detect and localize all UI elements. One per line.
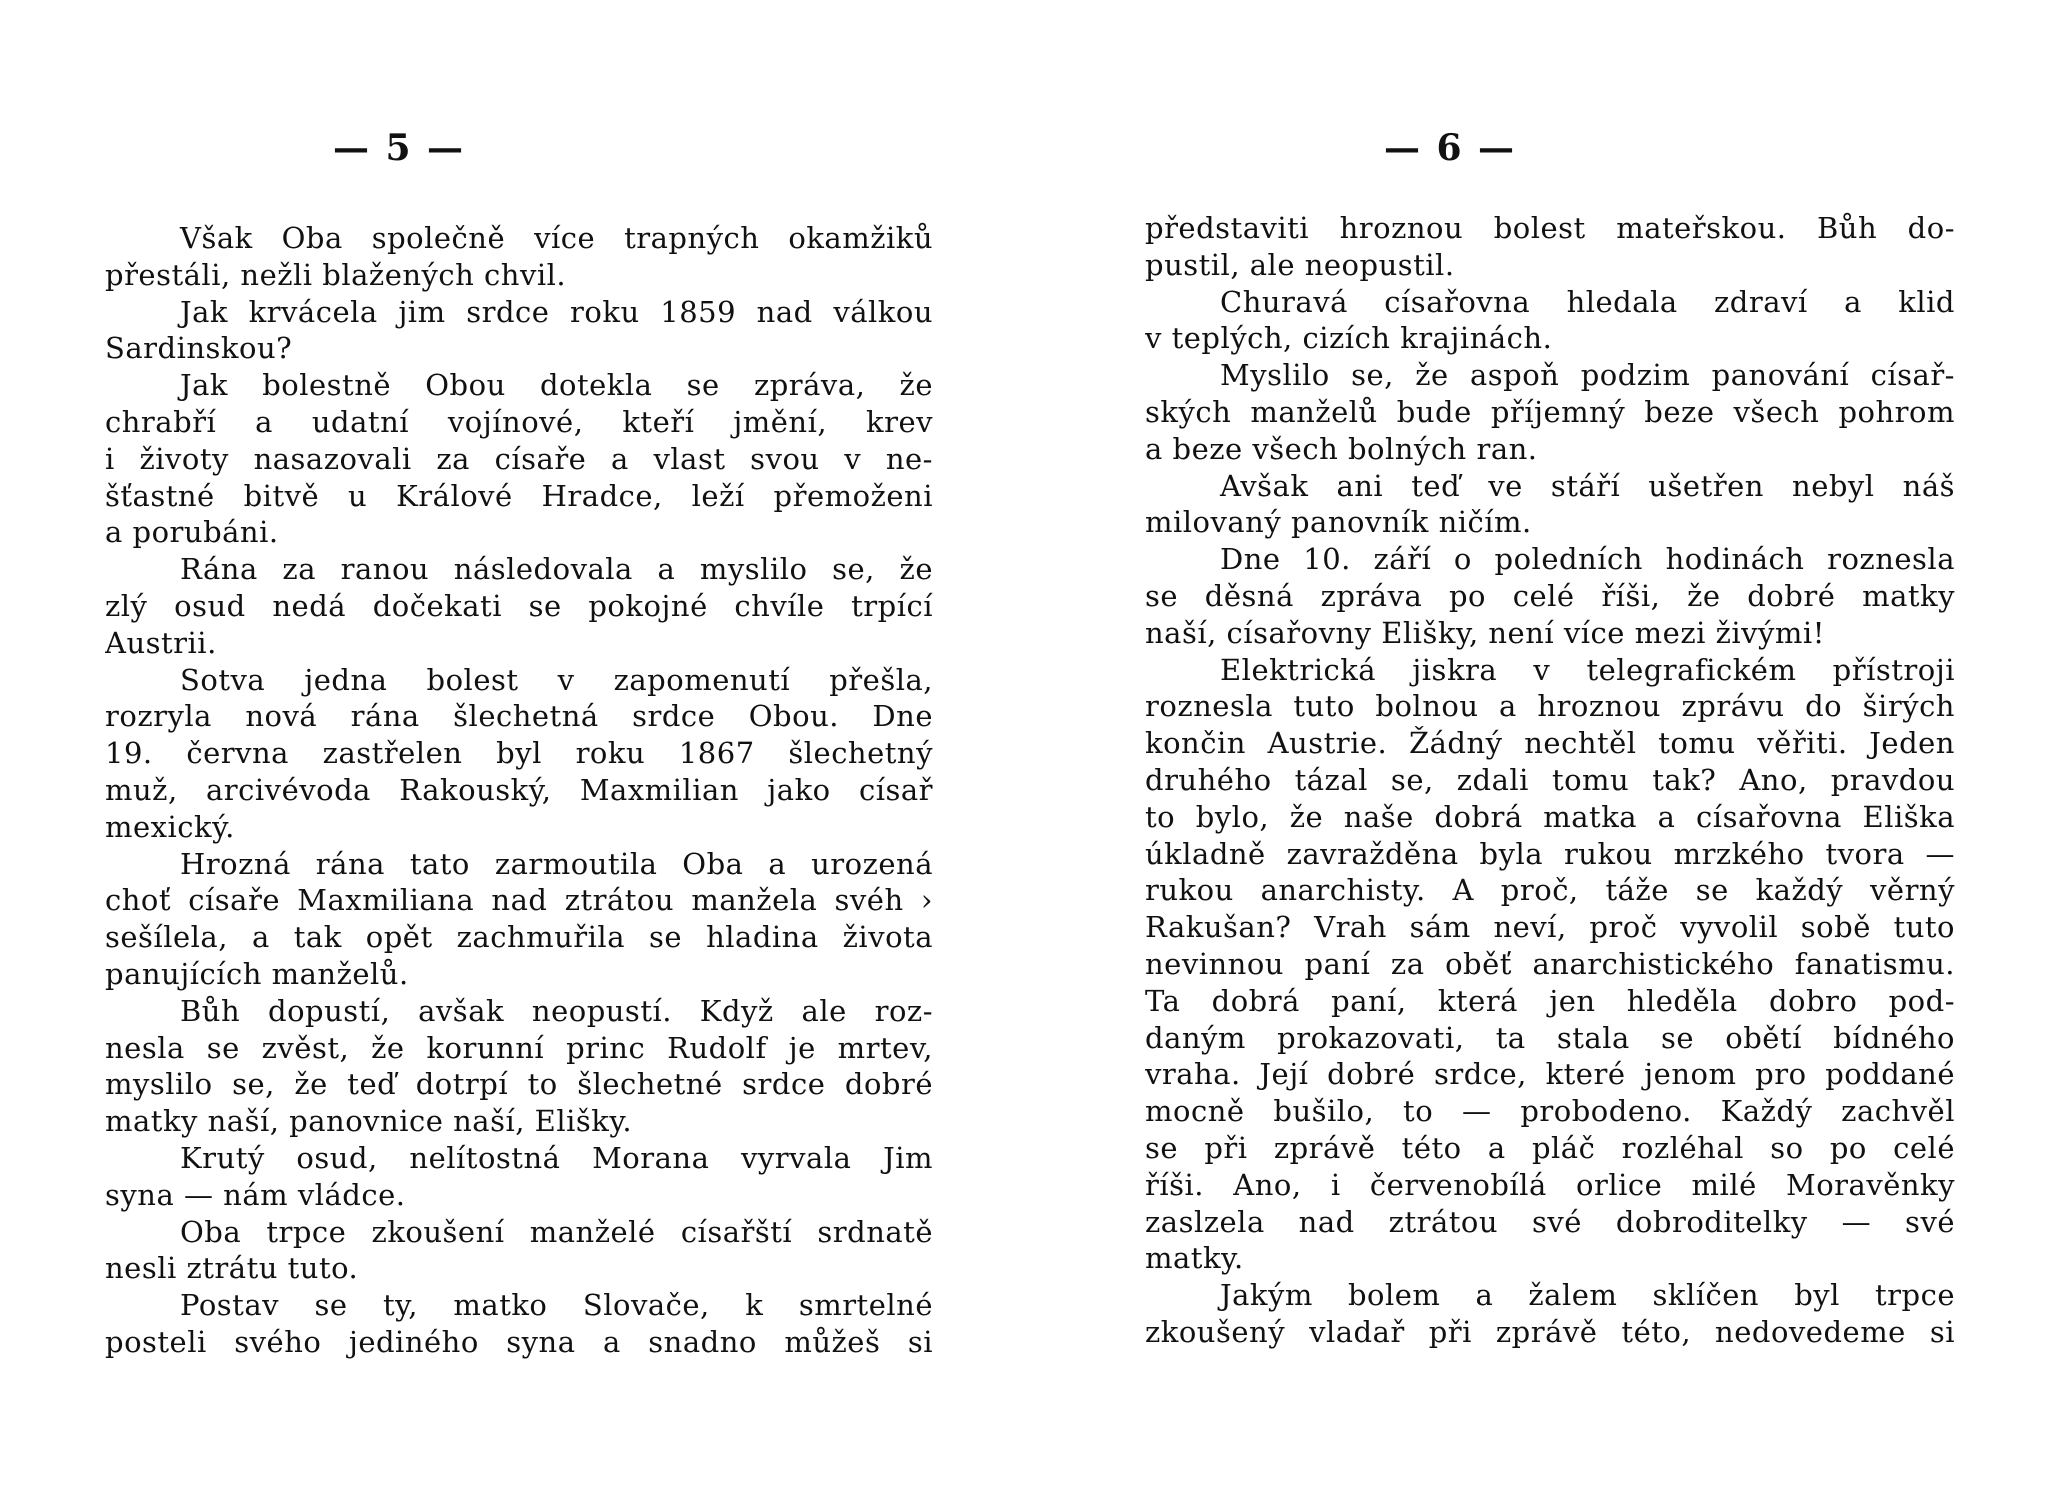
text-line: druhého tázal se, zdali tomu tak? Ano, pravdou xyxy=(1145,762,1955,797)
text-line: úkladně zavražděna byla rukou mrzkého tvora — xyxy=(1145,836,1955,871)
text-line: roznesla tuto bolnou a hroznou zprávu do širých xyxy=(1145,689,1955,724)
page-number-right: — 6 — xyxy=(1383,127,1517,169)
text-line: Však Oba společně více trapných okamžiků xyxy=(180,221,933,255)
text-line: Rakušan? Vrah sám neví, proč vyvolil sobě tuto xyxy=(1145,910,1955,945)
text-line: Hrozná rána tato zarmoutila Oba a urozená xyxy=(180,846,933,881)
text-line: a porubáni. xyxy=(105,515,279,550)
text-line: přestáli, nežli blažených chvil. xyxy=(105,257,567,292)
text-line: Sardinskou? xyxy=(105,331,293,366)
text-line: v teplých, cizích krajinách. xyxy=(1145,321,1553,356)
text-line: Krutý osud, nelítostná Morana vyrvala Jim xyxy=(180,1140,933,1175)
text-line: Dne 10. září o poledních hodinách roznesla xyxy=(1220,542,1955,577)
text-line: milovaný panovník ničím. xyxy=(1145,505,1532,540)
text-line: pustil, ale neopustil. xyxy=(1145,247,1455,282)
text-line: naší, císařovny Elišky, není více mezi živými! xyxy=(1145,615,1825,650)
text-line: Postav se ty, matko Slovače, k smrtelné xyxy=(180,1288,933,1323)
text-line: zlý osud nedá dočekati se pokojné chvíle trpící xyxy=(105,588,933,623)
text-line: Sotva jedna bolest v zapomenutí přešla, xyxy=(180,662,933,697)
text-line: a beze všech bolných ran. xyxy=(1145,431,1538,466)
text-line: 19. června zastřelen byl roku 1867 šlechetný xyxy=(105,736,933,771)
text-line: choť císaře Maxmiliana nad ztrátou manžela svéh › xyxy=(105,883,933,918)
text-line: Jak krvácela jim srdce roku 1859 nad válkou xyxy=(180,294,933,329)
text-line: Jak bolestně Obou dotekla se zpráva, že xyxy=(180,368,933,403)
text-line: mocně bušilo, to — probodeno. Každý zachvěl xyxy=(1145,1094,1955,1129)
left-page-text xyxy=(105,220,933,1361)
text-line: se při zprávě této a pláč rozléhal so po celé xyxy=(1145,1130,1955,1165)
text-line: rukou anarchisty. A proč, táže se každý věrný xyxy=(1145,873,1955,908)
text-line: šťastné bitvě u Králové Hradce, leží přemoženi xyxy=(105,478,933,513)
text-line: Oba trpce zkoušení manželé císařští srdnatě xyxy=(180,1214,933,1249)
text-line: to bylo, že naše dobrá matka a císařovna Eliška xyxy=(1145,799,1955,834)
text-line: zkoušený vladař při zprávě této, nedovedeme si xyxy=(1145,1314,1955,1349)
text-line: Jakým bolem a žalem sklíčen byl trpce xyxy=(1220,1278,1955,1313)
text-line: muž, arcivévoda Rakouský, Maxmilian jako císař xyxy=(105,772,933,807)
text-line: nesla se zvěst, že korunní princ Rudolf je mrtev, xyxy=(105,1030,933,1065)
text-line: nesli ztrátu tuto. xyxy=(105,1251,359,1286)
text-line: sešílela, a tak opět zachmuřila se hladina života xyxy=(105,920,933,955)
text-line: říši. Ano, i červenobílá orlice milé Moravěnky xyxy=(1145,1167,1955,1202)
text-line: matky. xyxy=(1145,1241,1244,1276)
text-line: mexický. xyxy=(105,809,235,844)
text-line: Myslilo se, že aspoň podzim panování císař- xyxy=(1220,358,1955,393)
page-number-left: — 5 — xyxy=(332,127,466,169)
text-line: Avšak ani teď ve stáří ušetřen nebyl náš xyxy=(1220,468,1955,503)
right-page-text xyxy=(1145,210,1955,1351)
text-line: Rána za ranou následovala a myslilo se, že xyxy=(180,552,933,587)
text-line: Churavá císařovna hledala zdraví a klid xyxy=(1220,284,1955,319)
text-line: posteli svého jediného syna a snadno můžeš si xyxy=(105,1324,933,1359)
text-line: matky naší, panovnice naší, Elišky. xyxy=(105,1104,633,1139)
text-line: myslilo se, že teď dotrpí to šlechetné srdce dobré xyxy=(105,1067,933,1102)
text-line: končin Austrie. Žádný nechtěl tomu věřiti. Jeden xyxy=(1145,726,1955,761)
text-line: představiti hroznou bolest mateřskou. Bůh do- xyxy=(1145,211,1955,245)
left-page xyxy=(105,0,933,1501)
text-line: syna — nám vládce. xyxy=(105,1177,406,1212)
right-page xyxy=(1145,0,1955,1501)
text-line: Bůh dopustí, avšak neopustí. Když ale roz- xyxy=(180,993,933,1028)
text-line: Austrii. xyxy=(105,625,217,660)
text-line: i životy nasazovali za císaře a vlast svou v ne- xyxy=(105,441,933,476)
text-line: rozryla nová rána šlechetná srdce Obou. Dne xyxy=(105,699,933,734)
text-line: chrabří a udatní vojínové, kteří jmění, krev xyxy=(105,404,933,439)
text-line: daným prokazovati, ta stala se obětí bídného xyxy=(1145,1020,1955,1055)
text-line: Elektrická jiskra v telegrafickém přístroji xyxy=(1220,652,1955,687)
text-line: Ta dobrá paní, která jen hleděla dobro pod- xyxy=(1145,983,1955,1018)
text-line: se děsná zpráva po celé říši, že dobré matky xyxy=(1145,578,1955,613)
text-line: nevinnou paní za oběť anarchistického fanatismu. xyxy=(1145,946,1955,981)
text-line: zaslzela nad ztrátou své dobroditelky — své xyxy=(1145,1204,1955,1239)
text-line: ských manželů bude příjemný beze všech pohrom xyxy=(1145,394,1955,429)
text-line: vraha. Její dobré srdce, které jenom pro poddané xyxy=(1145,1057,1955,1092)
text-line: panujících manželů. xyxy=(105,956,409,991)
